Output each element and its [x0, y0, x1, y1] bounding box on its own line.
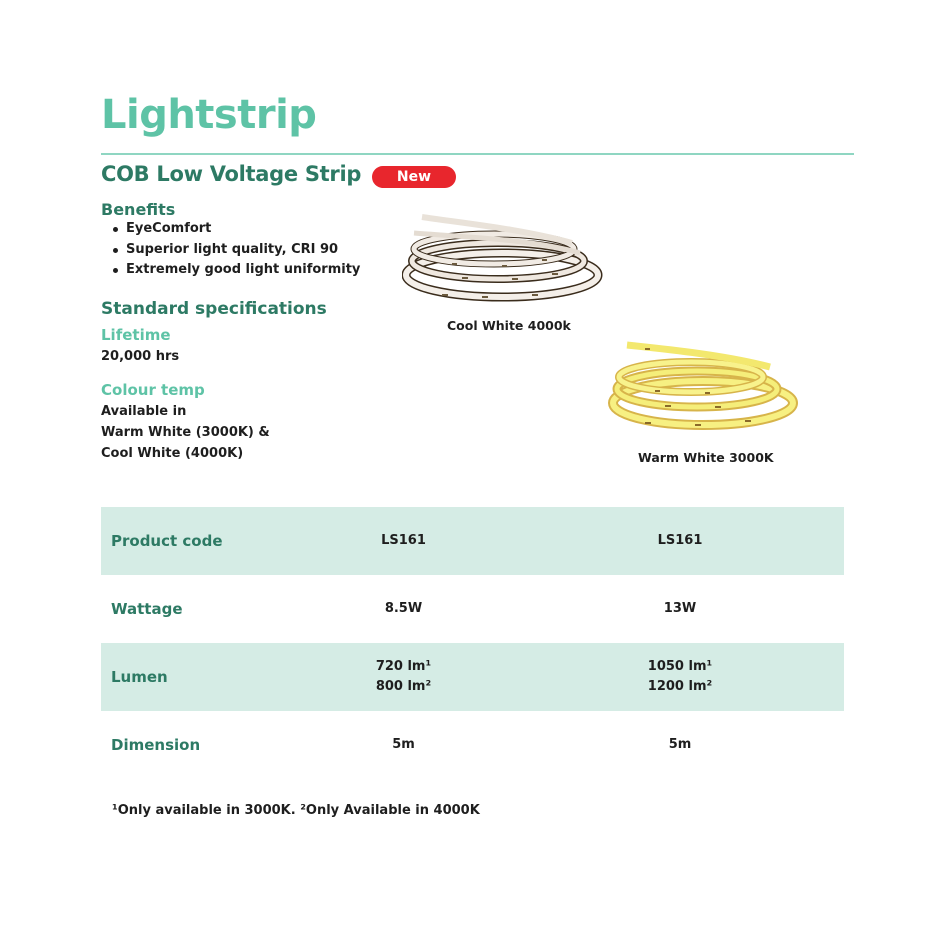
cell-value: 13W [663, 601, 697, 616]
lifetime-value: 20,000 hrs [101, 349, 180, 364]
product-subtitle: COB Low Voltage Strip [101, 162, 362, 186]
warm-white-caption: Warm White 3000K [638, 450, 774, 465]
cell-value [516, 643, 844, 711]
benefit-item: EyeComfort [101, 219, 360, 240]
row-label: Wattage [111, 600, 183, 618]
table-row [101, 507, 844, 575]
cell-value: 5m [392, 737, 415, 752]
table-row [101, 711, 844, 779]
table-row [101, 575, 844, 643]
table-row [101, 643, 844, 711]
row-label: Lumen [101, 643, 291, 711]
colour-line: Available in [101, 404, 187, 419]
spec-table [101, 507, 844, 779]
specs-heading: Standard specifications [101, 299, 327, 319]
cell-value: LS161 [516, 507, 844, 575]
page-title: Lightstrip [101, 92, 317, 138]
cell-value: LS161 [291, 507, 516, 575]
row-label: Product code [101, 507, 291, 575]
colour-line: Cool White (4000K) [101, 446, 244, 461]
lumen-line: 1200 lm² [647, 679, 713, 694]
benefit-item: Superior light quality, CRI 90 [101, 240, 360, 261]
cell-value [291, 643, 516, 711]
benefit-item: Extremely good light uniformity [101, 260, 360, 281]
benefits-list [101, 219, 360, 281]
title-divider [101, 153, 854, 155]
lumen-line: 720 lm¹ [375, 659, 432, 674]
lifetime-label: Lifetime [101, 326, 171, 344]
cool-white-strip-image [402, 203, 607, 303]
cell-value: 5m [668, 737, 692, 752]
footnote: ¹Only available in 3000K. ²Only Available in 4000K [112, 803, 480, 818]
cell-value: 8.5W [384, 601, 423, 616]
cool-white-caption: Cool White 4000k [447, 318, 571, 333]
benefits-heading: Benefits [101, 200, 176, 219]
colour-temp-value [101, 401, 270, 464]
colour-line: Warm White (3000K) & [101, 425, 270, 440]
lumen-line: 800 lm² [375, 679, 432, 694]
colour-temp-label: Colour temp [101, 381, 205, 399]
new-badge: New [372, 166, 456, 188]
lumen-line: 1050 lm¹ [647, 659, 713, 674]
warm-white-strip-image [605, 333, 800, 433]
row-label: Dimension [111, 736, 201, 754]
